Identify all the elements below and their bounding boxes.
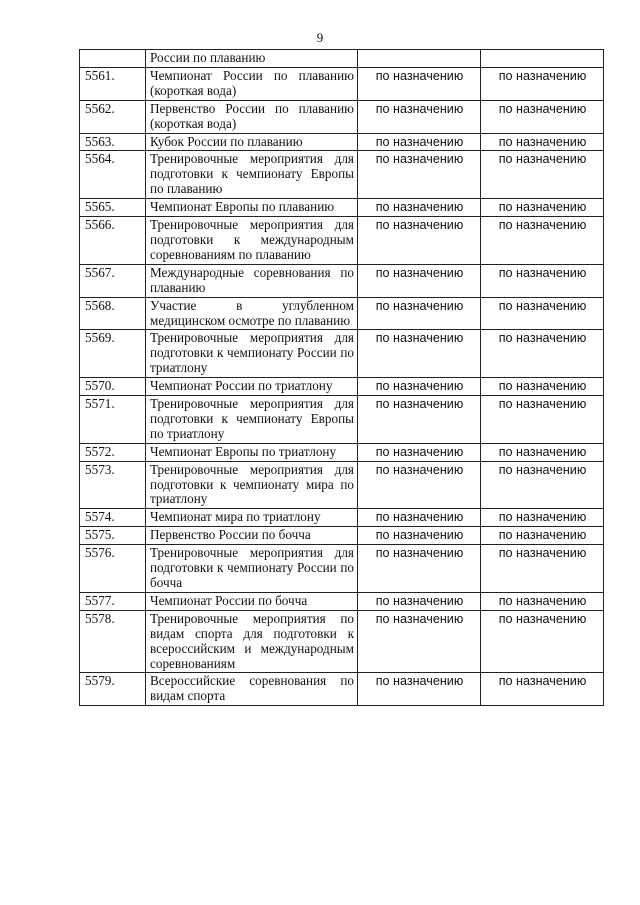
- value-cell-col3: по назначению: [358, 527, 481, 545]
- events-table-body: [80, 50, 604, 706]
- value-cell-col4: [481, 50, 604, 68]
- table-row: [80, 545, 604, 593]
- event-description-cell: Тренировочные мероприятия для подготовки к чемпионату России по триатлону: [146, 330, 358, 378]
- value-cell-col3: по назначению: [358, 151, 481, 199]
- table-row: [80, 199, 604, 217]
- table-row: [80, 330, 604, 378]
- event-description-cell: Международные соревнования по плаванию: [146, 264, 358, 297]
- event-description-cell: Тренировочные мероприятия по видам спорта для подготовки к всероссийским и международным соревнованиям: [146, 610, 358, 673]
- table-row: [80, 100, 604, 133]
- value-cell-col3: [358, 50, 481, 68]
- value-cell-col3: по назначению: [358, 199, 481, 217]
- row-number-cell: 5574.: [80, 509, 146, 527]
- table-row: [80, 592, 604, 610]
- value-cell-col4: по назначению: [481, 100, 604, 133]
- event-description-cell: Тренировочные мероприятия для подготовки к международным соревнованиям по плаванию: [146, 217, 358, 265]
- value-cell-col4: по назначению: [481, 199, 604, 217]
- table-row: [80, 378, 604, 396]
- table-row: [80, 673, 604, 706]
- table-row: [80, 67, 604, 100]
- table-row: [80, 396, 604, 444]
- row-number-cell: 5567.: [80, 264, 146, 297]
- table-row: [80, 264, 604, 297]
- value-cell-col3: по назначению: [358, 100, 481, 133]
- table-row: [80, 151, 604, 199]
- table-row: [80, 509, 604, 527]
- value-cell-col3: по назначению: [358, 330, 481, 378]
- event-description-cell: Тренировочные мероприятия для подготовки к чемпионату Европы по плаванию: [146, 151, 358, 199]
- value-cell-col4: по назначению: [481, 378, 604, 396]
- row-number-cell: 5564.: [80, 151, 146, 199]
- value-cell-col3: по назначению: [358, 67, 481, 100]
- row-number-cell: 5572.: [80, 443, 146, 461]
- table-row: [80, 50, 604, 68]
- row-number-cell: 5569.: [80, 330, 146, 378]
- value-cell-col4: по назначению: [481, 545, 604, 593]
- value-cell-col3: по назначению: [358, 297, 481, 330]
- event-description-cell: Чемпионат Европы по триатлону: [146, 443, 358, 461]
- row-number-cell: 5568.: [80, 297, 146, 330]
- row-number-cell: 5575.: [80, 527, 146, 545]
- event-description-cell: Первенство России по бочча: [146, 527, 358, 545]
- value-cell-col4: по назначению: [481, 610, 604, 673]
- value-cell-col3: по назначению: [358, 443, 481, 461]
- row-number-cell: 5579.: [80, 673, 146, 706]
- table-row: [80, 610, 604, 673]
- row-number-cell: 5577.: [80, 592, 146, 610]
- event-description-cell: Чемпионат России по бочча: [146, 592, 358, 610]
- row-number-cell: 5578.: [80, 610, 146, 673]
- event-description-cell: Всероссийские соревнования по видам спорта: [146, 673, 358, 706]
- value-cell-col3: по назначению: [358, 461, 481, 509]
- value-cell-col3: по назначению: [358, 509, 481, 527]
- row-number-cell: 5561.: [80, 67, 146, 100]
- value-cell-col4: по назначению: [481, 592, 604, 610]
- value-cell-col4: по назначению: [481, 443, 604, 461]
- event-description-cell: Тренировочные мероприятия для подготовки к чемпионату Европы по триатлону: [146, 396, 358, 444]
- row-number-cell: 5566.: [80, 217, 146, 265]
- value-cell-col4: по назначению: [481, 330, 604, 378]
- value-cell-col3: по назначению: [358, 610, 481, 673]
- event-description-cell: Первенство России по плаванию (короткая вода): [146, 100, 358, 133]
- event-description-cell: Кубок России по плаванию: [146, 133, 358, 151]
- value-cell-col3: по назначению: [358, 592, 481, 610]
- table-row: [80, 461, 604, 509]
- event-description-cell: Чемпионат Европы по плаванию: [146, 199, 358, 217]
- table-row: [80, 527, 604, 545]
- table-row: [80, 217, 604, 265]
- value-cell-col3: по назначению: [358, 378, 481, 396]
- event-description-cell: Участие в углубленном медицинском осмотре по плаванию: [146, 297, 358, 330]
- event-description-cell: Чемпионат России по триатлону: [146, 378, 358, 396]
- event-description-cell: Тренировочные мероприятия для подготовки к чемпионату России по бочча: [146, 545, 358, 593]
- table-row: [80, 133, 604, 151]
- value-cell-col3: по назначению: [358, 545, 481, 593]
- value-cell-col4: по назначению: [481, 297, 604, 330]
- event-description-cell: Чемпионат мира по триатлону: [146, 509, 358, 527]
- value-cell-col3: по назначению: [358, 264, 481, 297]
- value-cell-col4: по назначению: [481, 264, 604, 297]
- value-cell-col4: по назначению: [481, 673, 604, 706]
- event-description-cell: Чемпионат России по плаванию (короткая вода): [146, 67, 358, 100]
- value-cell-col3: по назначению: [358, 396, 481, 444]
- value-cell-col4: по назначению: [481, 396, 604, 444]
- row-number-cell: [80, 50, 146, 68]
- value-cell-col4: по назначению: [481, 461, 604, 509]
- row-number-cell: 5570.: [80, 378, 146, 396]
- value-cell-col4: по назначению: [481, 133, 604, 151]
- table-row: [80, 297, 604, 330]
- value-cell-col3: по назначению: [358, 133, 481, 151]
- value-cell-col4: по назначению: [481, 151, 604, 199]
- value-cell-col4: по назначению: [481, 527, 604, 545]
- page-number: 9: [316, 30, 324, 45]
- event-description-cell: России по плаванию: [146, 50, 358, 68]
- value-cell-col3: по назначению: [358, 673, 481, 706]
- value-cell-col3: по назначению: [358, 217, 481, 265]
- events-table: [79, 49, 604, 706]
- row-number-cell: 5565.: [80, 199, 146, 217]
- row-number-cell: 5573.: [80, 461, 146, 509]
- value-cell-col4: по назначению: [481, 67, 604, 100]
- event-description-cell: Тренировочные мероприятия для подготовки к чемпионату мира по триатлону: [146, 461, 358, 509]
- table-row: [80, 443, 604, 461]
- row-number-cell: 5576.: [80, 545, 146, 593]
- row-number-cell: 5563.: [80, 133, 146, 151]
- value-cell-col4: по назначению: [481, 509, 604, 527]
- row-number-cell: 5562.: [80, 100, 146, 133]
- row-number-cell: 5571.: [80, 396, 146, 444]
- value-cell-col4: по назначению: [481, 217, 604, 265]
